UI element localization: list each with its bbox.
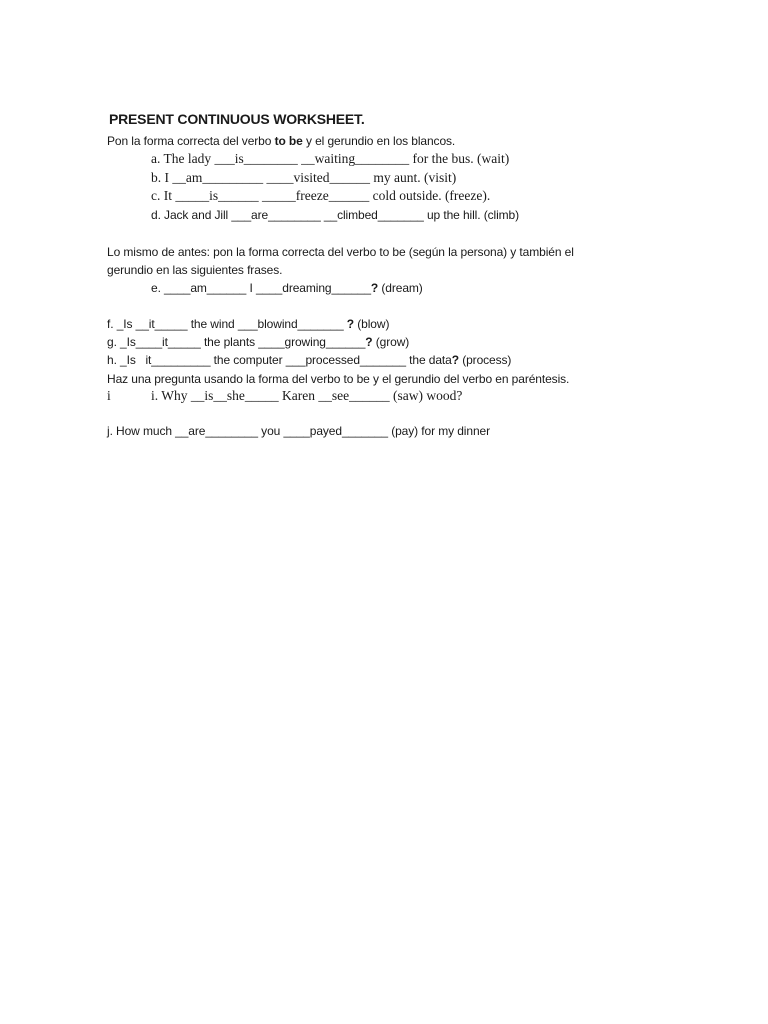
item-a: a. The lady ___is________ __waiting________ for the bus. (wait): [151, 151, 510, 166]
item-h-text: h. _Is it_________ the computer ___processed_______ the data: [107, 353, 452, 367]
item-f-text: f. _Is __it_____ the wind ___blowind_______: [107, 317, 347, 331]
item-h-question-mark: ?: [451, 353, 459, 367]
item-f-hint: (blow): [354, 317, 390, 331]
instructions-1-after: y el gerundio en los blancos.: [302, 134, 456, 148]
item-b: b. I __am_________ ____visited______ my aunt. (visit): [151, 170, 457, 185]
instructions-1-bold: to be: [274, 134, 303, 148]
instructions-1: [107, 133, 455, 149]
item-g-question-mark: ?: [365, 335, 373, 349]
instructions-2-line-1: Lo mismo de antes: pon la forma correcta del verbo to be (según la persona) y también el: [107, 245, 574, 259]
item-i-marker: i: [107, 388, 111, 403]
worksheet-title: PRESENT CONTINUOUS WORKSHEET.: [109, 111, 365, 127]
item-g-text: g. _Is____it_____ the plants ____growing______: [107, 335, 366, 349]
item-h: [107, 352, 511, 368]
item-f: [107, 316, 389, 332]
item-e-text: e. ____am______ I ____dreaming______: [151, 281, 371, 295]
item-c: c. It _____is______ _____freeze______ cold outside. (freeze).: [151, 188, 491, 203]
instructions-1-before: Pon la forma correcta del verbo: [107, 134, 275, 148]
item-f-question-mark: ?: [346, 317, 355, 331]
instructions-2-line-2: gerundio en las siguientes frases.: [107, 263, 283, 277]
item-d: d. Jack and Jill ___are________ __climbed_______ up the hill. (climb): [151, 208, 520, 222]
item-e-question-mark: ?: [370, 281, 379, 295]
item-g: [107, 334, 409, 350]
item-i: i. Why __is__she_____ Karen __see______ (saw) wood?: [151, 388, 463, 403]
item-e: [151, 280, 423, 296]
item-g-hint: (grow): [372, 335, 410, 349]
item-j: j. How much __are________ you ____payed_______ (pay) for my dinner: [107, 424, 490, 438]
instructions-3: Haz una pregunta usando la forma del verbo to be y el gerundio del verbo en paréntesis.: [107, 372, 570, 386]
item-e-hint: (dream): [378, 281, 423, 295]
item-h-hint: (process): [458, 353, 512, 367]
